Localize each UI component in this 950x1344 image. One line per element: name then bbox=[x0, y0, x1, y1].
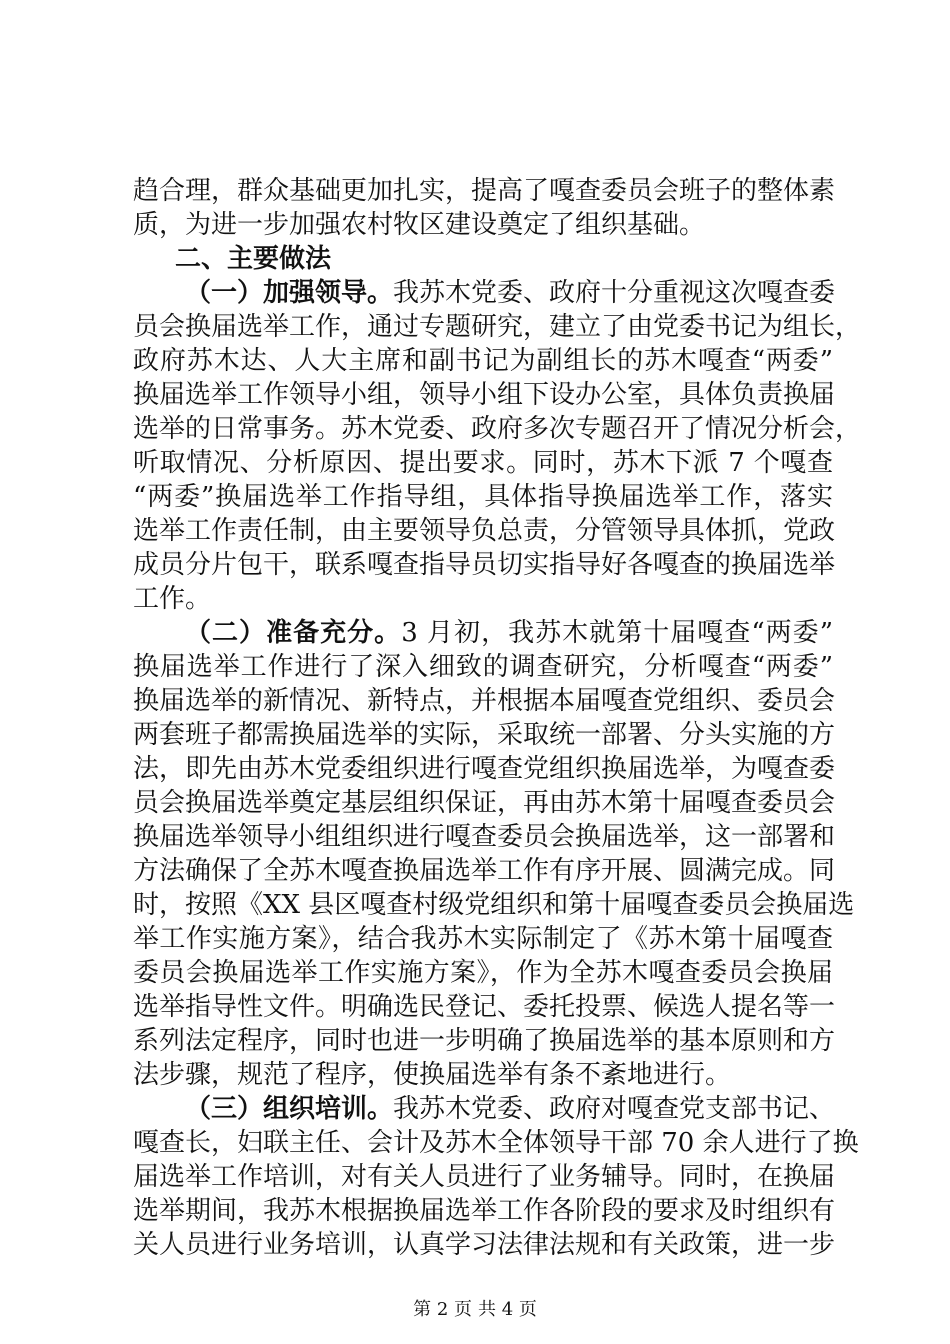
section-heading: 二、主要做法 bbox=[175, 244, 332, 274]
paragraph-line: 换届选举工作领导小组，领导小组下设办公室，具体负责换届 bbox=[133, 380, 836, 410]
paragraph-line: 届选举工作培训，对有关人员进行了业务辅导。同时，在换届 bbox=[133, 1162, 836, 1192]
paragraph-line: 选举工作责任制，由主要领导负总责，分管领导具体抓，党政 bbox=[133, 516, 836, 546]
paragraph-line: 时，按照《XX 县区嘎查村级党组织和第十届嘎查委员会换届选 bbox=[133, 890, 855, 920]
paragraph-line: 关人员进行业务培训，认真学习法律法规和有关政策，进一步 bbox=[133, 1230, 836, 1260]
paragraph-line: 趋合理，群众基础更加扎实，提高了嘎查委员会班子的整体素 bbox=[133, 176, 836, 206]
paragraph-line bbox=[185, 616, 833, 650]
paragraph-line: 举工作实施方案》，结合我苏木实际制定了《苏木第十届嘎查 bbox=[133, 924, 833, 954]
paragraph-line bbox=[185, 1092, 836, 1126]
paragraph-line: 换届选举的新情况、新特点，并根据本届嘎查党组织、委员会 bbox=[133, 686, 836, 716]
paragraph-line: 法步骤，规范了程序，使换届选举有条不紊地进行。 bbox=[133, 1060, 732, 1090]
paragraph-text: 我苏木党委、政府十分重视这次嘎查委 bbox=[393, 278, 836, 308]
paragraph-line: “两委”换届选举工作指导组，具体指导换届选举工作，落实 bbox=[133, 482, 833, 512]
paragraph-line: 系列法定程序，同时也进一步明确了换届选举的基本原则和方 bbox=[133, 1026, 836, 1056]
paragraph-text: 3 月初，我苏木就第十届嘎查“两委” bbox=[401, 618, 833, 648]
page-total: 共 4 页 bbox=[478, 1299, 537, 1320]
subsection-heading: （一）加强领导。 bbox=[185, 278, 394, 308]
paragraph-line: 成员分片包干，联系嘎查指导员切实指导好各嘎查的换届选举 bbox=[133, 550, 836, 580]
paragraph-line: 换届选举工作进行了深入细致的调查研究，分析嘎查“两委” bbox=[133, 652, 833, 682]
paragraph-text: 我苏木党委、政府对嘎查党支部书记、 bbox=[393, 1094, 836, 1124]
paragraph-line: 换届选举领导小组组织进行嘎查委员会换届选举，这一部署和 bbox=[133, 822, 836, 852]
paragraph-line: 选举期间，我苏木根据换届选举工作各阶段的要求及时组织有 bbox=[133, 1196, 836, 1226]
paragraph-line: 员会换届选举奠定基层组织保证，再由苏木第十届嘎查委员会 bbox=[133, 788, 836, 818]
paragraph-line: 质，为进一步加强农村牧区建设奠定了组织基础。 bbox=[133, 210, 706, 240]
paragraph-line: 方法确保了全苏木嘎查换届选举工作有序开展、圆满完成。同 bbox=[133, 856, 836, 886]
paragraph-line bbox=[185, 276, 836, 310]
paragraph-line: 嘎查长，妇联主任、会计及苏木全体领导干部 70 余人进行了换 bbox=[133, 1128, 859, 1158]
paragraph-line: 政府苏木达、人大主席和副书记为副组长的苏木嘎查“两委” bbox=[133, 346, 833, 376]
paragraph-line: 员会换届选举工作，通过专题研究，建立了由党委书记为组长， bbox=[133, 312, 862, 342]
page-number: 第 2 页 bbox=[413, 1299, 472, 1320]
page-footer bbox=[0, 1298, 950, 1322]
paragraph-line: 工作。 bbox=[133, 584, 212, 614]
subsection-heading: （三）组织培训。 bbox=[185, 1094, 394, 1124]
paragraph-line: 选举指导性文件。明确选民登记、委托投票、候选人提名等一 bbox=[133, 992, 836, 1022]
paragraph-line: 委员会换届选举工作实施方案》，作为全苏木嘎查委员会换届 bbox=[133, 958, 833, 988]
paragraph-line: 听取情况、分析原因、提出要求。同时，苏木下派 7 个嘎查 bbox=[133, 448, 833, 478]
subsection-heading: （二）准备充分。 bbox=[185, 618, 402, 648]
paragraph-line: 两套班子都需换届选举的实际，采取统一部署、分头实施的方 bbox=[133, 720, 836, 750]
paragraph-line: 法，即先由苏木党委组织进行嘎查党组织换届选举，为嘎查委 bbox=[133, 754, 836, 784]
paragraph-line: 选举的日常事务。苏木党委、政府多次专题召开了情况分析会， bbox=[133, 414, 862, 444]
